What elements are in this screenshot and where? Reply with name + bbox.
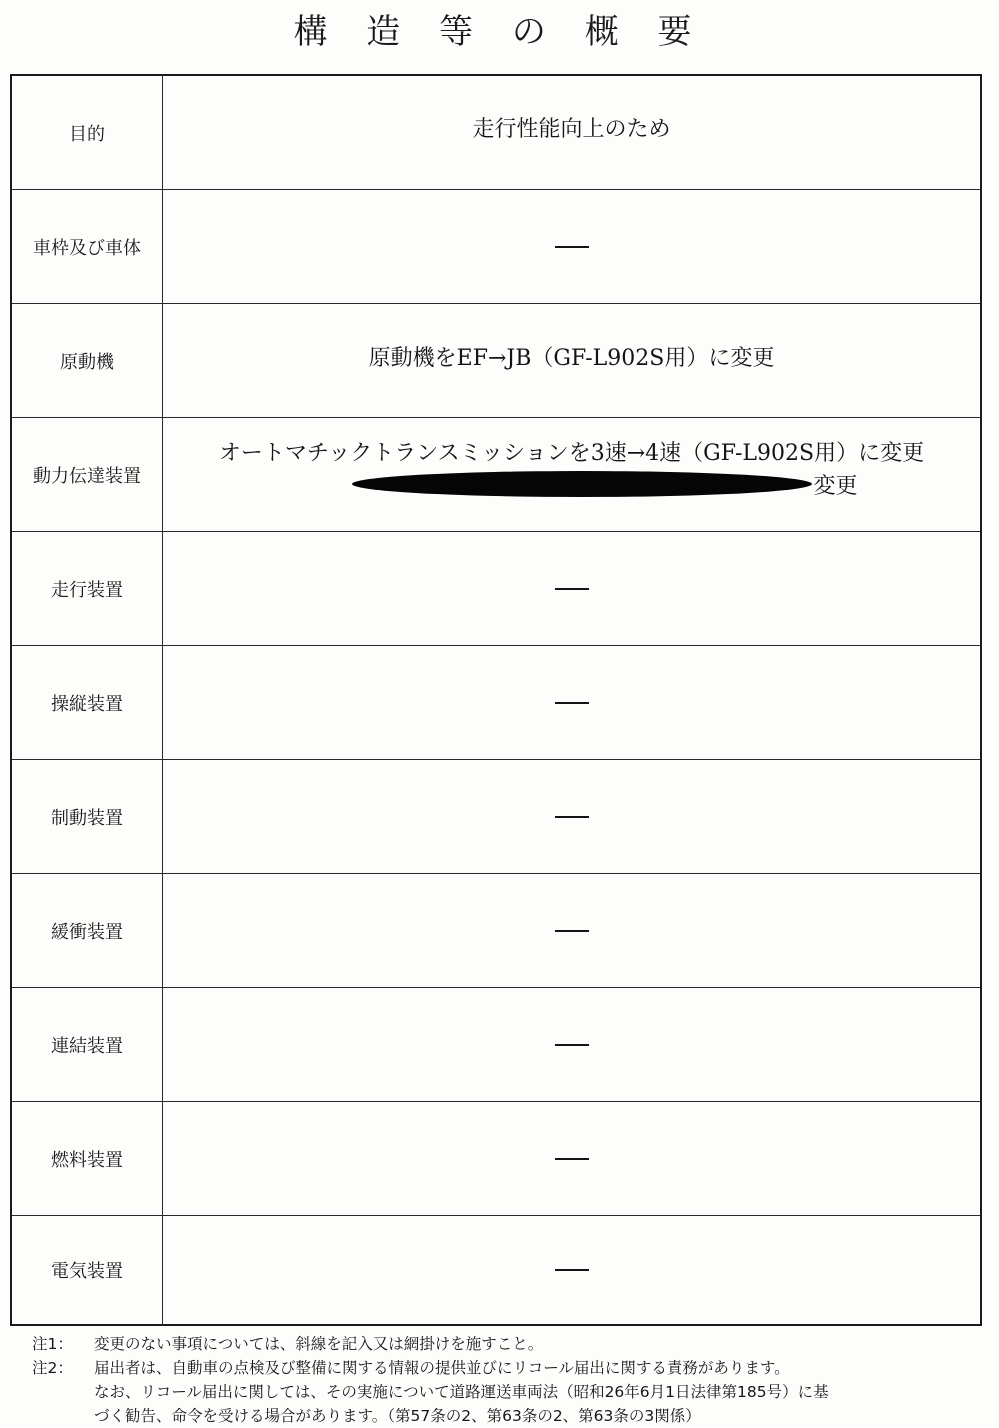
no-change-dash (555, 1269, 589, 1271)
note-1-label: 注1： (32, 1335, 73, 1353)
note-1-text: 変更のない事項については、斜線を記入又は網掛けを施すこと。 (94, 1335, 544, 1353)
row-label: 連結装置 (12, 988, 163, 1101)
row-label: 緩衝装置 (12, 874, 163, 987)
no-change-dash (555, 1044, 589, 1046)
row-label: 走行装置 (12, 532, 163, 645)
row-label: 制動装置 (12, 760, 163, 873)
row-content (163, 646, 980, 759)
row-label: 燃料装置 (12, 1102, 163, 1215)
redacted-line-tail: 変更 (813, 474, 858, 499)
table-row-suspension (12, 874, 980, 988)
no-change-dash (555, 1158, 589, 1160)
no-change-dash (555, 816, 589, 818)
table-row-transmission (12, 418, 980, 532)
row-value: 原動機をEF→JB（GF-L902S用）に変更 (368, 346, 775, 371)
row-content (163, 418, 980, 531)
table-row-purpose (12, 76, 980, 190)
note-2-text-line1: 届出者は、自動車の点検及び整備に関する情報の提供並びにリコール届出に関する責務があります。 (94, 1359, 790, 1377)
row-content (163, 1102, 980, 1215)
structure-summary-table (10, 74, 982, 1326)
row-content (163, 190, 980, 303)
table-row-brakes (12, 760, 980, 874)
row-content (163, 988, 980, 1101)
row-content (163, 76, 980, 189)
table-row-running-gear (12, 532, 980, 646)
row-content (163, 532, 980, 645)
redaction-mark (352, 471, 812, 497)
table-row-electrical (12, 1216, 980, 1324)
row-label: 電気装置 (12, 1216, 163, 1324)
table-row-frame-body (12, 190, 980, 304)
redacted-line (222, 469, 922, 497)
footnotes (32, 1332, 982, 1428)
row-label: 原動機 (12, 304, 163, 417)
no-change-dash (555, 588, 589, 590)
row-label: 操縦装置 (12, 646, 163, 759)
no-change-dash (555, 930, 589, 932)
table-row-coupling (12, 988, 980, 1102)
row-content (163, 1216, 980, 1324)
table-row-steering (12, 646, 980, 760)
note-2-line2: なお、リコール届出に関しては、その実施について道路運送車両法（昭和26年6月1日法律第185号）に基 (94, 1383, 829, 1401)
note-2-label: 注2： (32, 1359, 73, 1377)
row-label: 目的 (12, 76, 163, 189)
note-1 (32, 1332, 982, 1356)
note-2-line3: づく勧告、命令を受ける場合があります。（第57条の2、第63条の2、第63条の3関係） (94, 1407, 701, 1425)
document-title: 構 造 等 の 概 要 (293, 12, 706, 52)
table-row-fuel (12, 1102, 980, 1216)
row-content (163, 304, 980, 417)
row-label: 動力伝達装置 (12, 418, 163, 531)
row-content (163, 760, 980, 873)
row-label: 車枠及び車体 (12, 190, 163, 303)
row-content (163, 874, 980, 987)
no-change-dash (555, 702, 589, 704)
note-2 (32, 1356, 982, 1380)
row-value: オートマチックトランスミッションを3速→4速（GF-L902S用）に変更 (218, 441, 925, 466)
row-value: 走行性能向上のため (472, 117, 671, 142)
no-change-dash (555, 246, 589, 248)
table-row-engine (12, 304, 980, 418)
